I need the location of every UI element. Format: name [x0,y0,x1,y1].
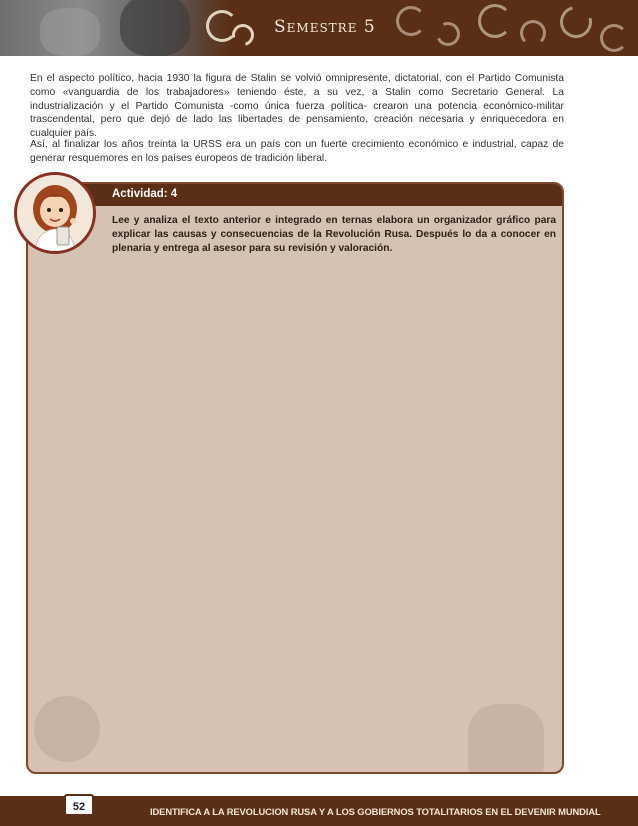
activity-header-bar [28,184,562,206]
page-header [0,0,638,56]
swirl-ornament-icon [520,20,546,46]
header-photo [0,0,230,56]
page-number: 52 [64,794,94,816]
activity-box [26,182,564,774]
activity-title: Actividad: 4 [112,188,178,200]
semester-title: Semestre 5 [274,17,376,37]
body-paragraph: Así, al finalizar los años treinta la URSS era un país con un fuerte crecimiento económico e industrial, capaz de generar resquemores en los países europeos de tradición liberal. [30,139,564,164]
body-paragraph: En el aspecto político, hacia 1930 la figura de Stalin se volvió omnipresente, dictatorial, con el Partido Comunista como «vanguardia de los trabajadores» teniendo éste, a su vez, a Stalin como Secretario General. La industrialización y el Partido Comunista -como única fuerza política- crearon una potencia económico-militar trascendental, pero que dejó de lado las libertades de pensamiento, creación necesaria y enriquecedora en cualquier país. [30,73,564,140]
footer-title: IDENTIFICA A LA REVOLUCION RUSA Y A LOS GOBIERNOS TOTALITARIOS EN EL DEVENIR MUNDIAL [150,806,601,817]
swirl-ornament-icon [600,24,628,52]
header-photo-figure [120,0,190,56]
swirl-ornament-icon [433,19,464,50]
header-photo-hand [40,8,100,56]
swirl-ornament-icon [554,0,598,44]
swirl-ornament-icon [396,6,426,36]
student-girl-illustration [17,175,93,251]
watermark-globe [34,696,100,762]
student-girl-icon [14,172,96,254]
watermark-figure [468,704,544,774]
activity-instructions: Lee y analiza el texto anterior e integrado en ternas elabora un organizador gráfico para explicar las causas y consecuencias de la Revolución Rusa. Después lo da a conocer en plenaria y entrega al asesor para su revisión y valoración. [112,215,556,254]
swirl-ornament-icon [478,4,512,38]
